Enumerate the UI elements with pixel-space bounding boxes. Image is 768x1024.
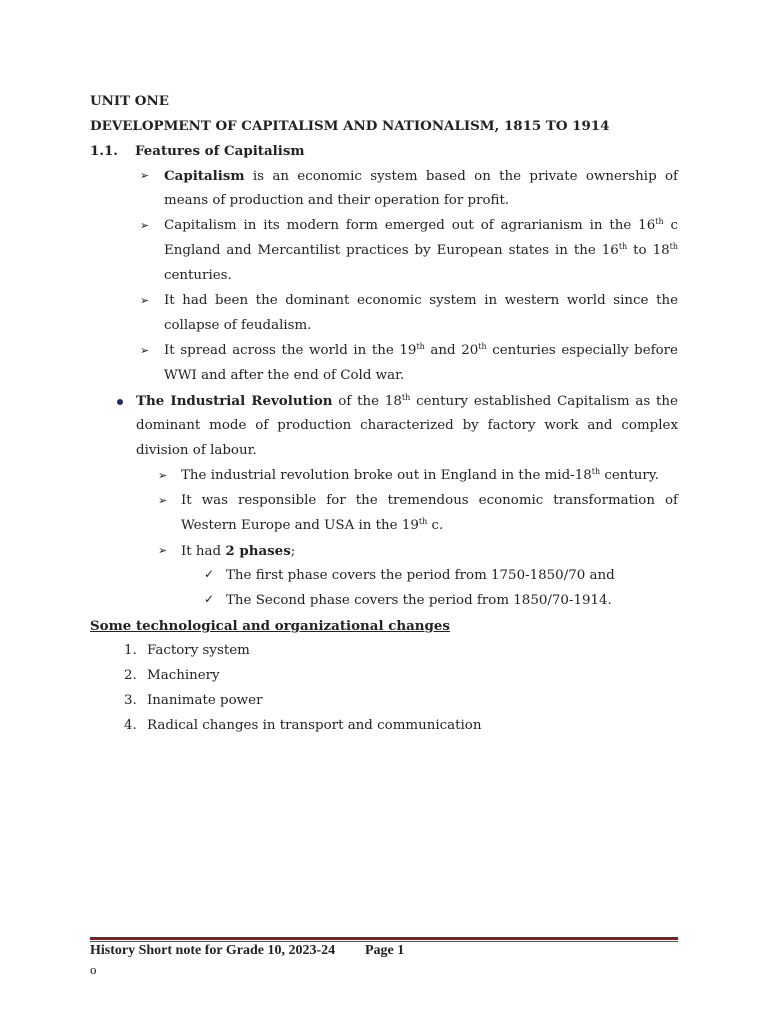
section-heading: Features of Capitalism [135, 143, 305, 159]
list-number: 3. [124, 693, 137, 708]
bold-term: Capitalism [164, 168, 245, 184]
bullet-spread-line1 [164, 342, 678, 360]
check-icon: ✓ [204, 567, 215, 581]
list-number: 2. [124, 668, 137, 683]
text: It had [181, 544, 226, 559]
arrow-bullet-icon: ➢ [140, 344, 150, 357]
text: Capitalism in its modern form emerged out of agrarianism in the 16 [164, 218, 656, 233]
bullet-dominant-line2: collapse of feudalism. [164, 318, 312, 333]
industrial-line1 [136, 392, 678, 411]
superscript: th [401, 393, 411, 402]
bullet-modern-form-line1 [164, 217, 678, 235]
bold-term: The Industrial Revolution [136, 393, 333, 409]
footer-rule-thin [90, 941, 678, 942]
text: century established Capitalism as the [410, 394, 678, 409]
text: England and Mercantilist practices by European states in the 16 [164, 243, 619, 258]
industrial-sub2-line2 [181, 517, 443, 535]
superscript: th [655, 217, 664, 226]
arrow-bullet-icon: ➢ [140, 294, 150, 307]
list-item: Inanimate power [147, 693, 263, 708]
text: to 18 [627, 243, 670, 258]
text: Western Europe and USA in the 19 [181, 518, 419, 533]
list-number: 1. [124, 643, 137, 658]
text: The industrial revolution broke out in England in the mid-18 [181, 468, 592, 483]
bullet-spread-line2: WWI and after the end of Cold war. [164, 368, 405, 383]
section-number: 1.1. [90, 143, 118, 159]
industrial-sub3 [181, 542, 295, 561]
changes-heading: Some technological and organizational changes [90, 618, 450, 634]
bullet-dominant-line1: It had been the dominant economic system in western world since the [164, 293, 678, 308]
phase-one: The first phase covers the period from 1750-1850/70 and [226, 568, 615, 583]
text: ; [290, 544, 296, 559]
text: c [663, 218, 678, 233]
bullet-capitalism-line2: means of production and their operation for profit. [164, 193, 510, 208]
page-number: Page 1 [365, 943, 405, 958]
footer-mark: o [90, 962, 97, 977]
list-number: 4. [124, 718, 137, 733]
text: century. [600, 468, 659, 483]
superscript: th [478, 342, 487, 351]
check-icon: ✓ [204, 592, 215, 606]
list-item: Factory system [147, 643, 250, 658]
superscript: th [418, 517, 428, 526]
text: It spread across the world in the 19 [164, 343, 417, 358]
footer-rule [90, 937, 678, 940]
round-bullet-icon [117, 399, 123, 405]
arrow-bullet-icon: ➢ [158, 469, 168, 482]
bold-term: 2 phases [225, 543, 291, 559]
superscript: th [416, 342, 425, 351]
arrow-bullet-icon: ➢ [140, 219, 150, 232]
arrow-bullet-icon: ➢ [140, 169, 150, 182]
unit-label: UNIT ONE [90, 93, 169, 109]
bullet-modern-form-line3: centuries. [164, 268, 232, 283]
text: c. [427, 518, 444, 533]
industrial-sub1 [181, 467, 659, 485]
list-item: Machinery [147, 668, 220, 683]
arrow-bullet-icon: ➢ [158, 494, 168, 507]
industrial-line3: division of labour. [136, 443, 257, 458]
list-item: Radical changes in transport and communication [147, 718, 482, 733]
text: centuries especially before [486, 343, 678, 358]
phase-two: The Second phase covers the period from 1850/70-1914. [226, 593, 612, 608]
superscript: th [591, 467, 601, 476]
industrial-sub2-line1: It was responsible for the tremendous economic transformation of [181, 493, 678, 508]
bullet-capitalism-line1 [164, 167, 678, 186]
document-title: DEVELOPMENT OF CAPITALISM AND NATIONALISM, 1815 TO 1914 [90, 118, 610, 134]
superscript: th [618, 242, 628, 251]
text: of the 18 [332, 394, 402, 409]
industrial-line2: dominant mode of production characterized by factory work and complex [136, 418, 678, 433]
superscript: th [669, 242, 678, 251]
bullet-modern-form-line2 [164, 242, 678, 260]
arrow-bullet-icon: ➢ [158, 544, 168, 557]
text: is an economic system based on the private ownership of [244, 169, 678, 184]
text: and 20 [424, 343, 479, 358]
footer-title: History Short note for Grade 10, 2023-24 [90, 943, 336, 958]
